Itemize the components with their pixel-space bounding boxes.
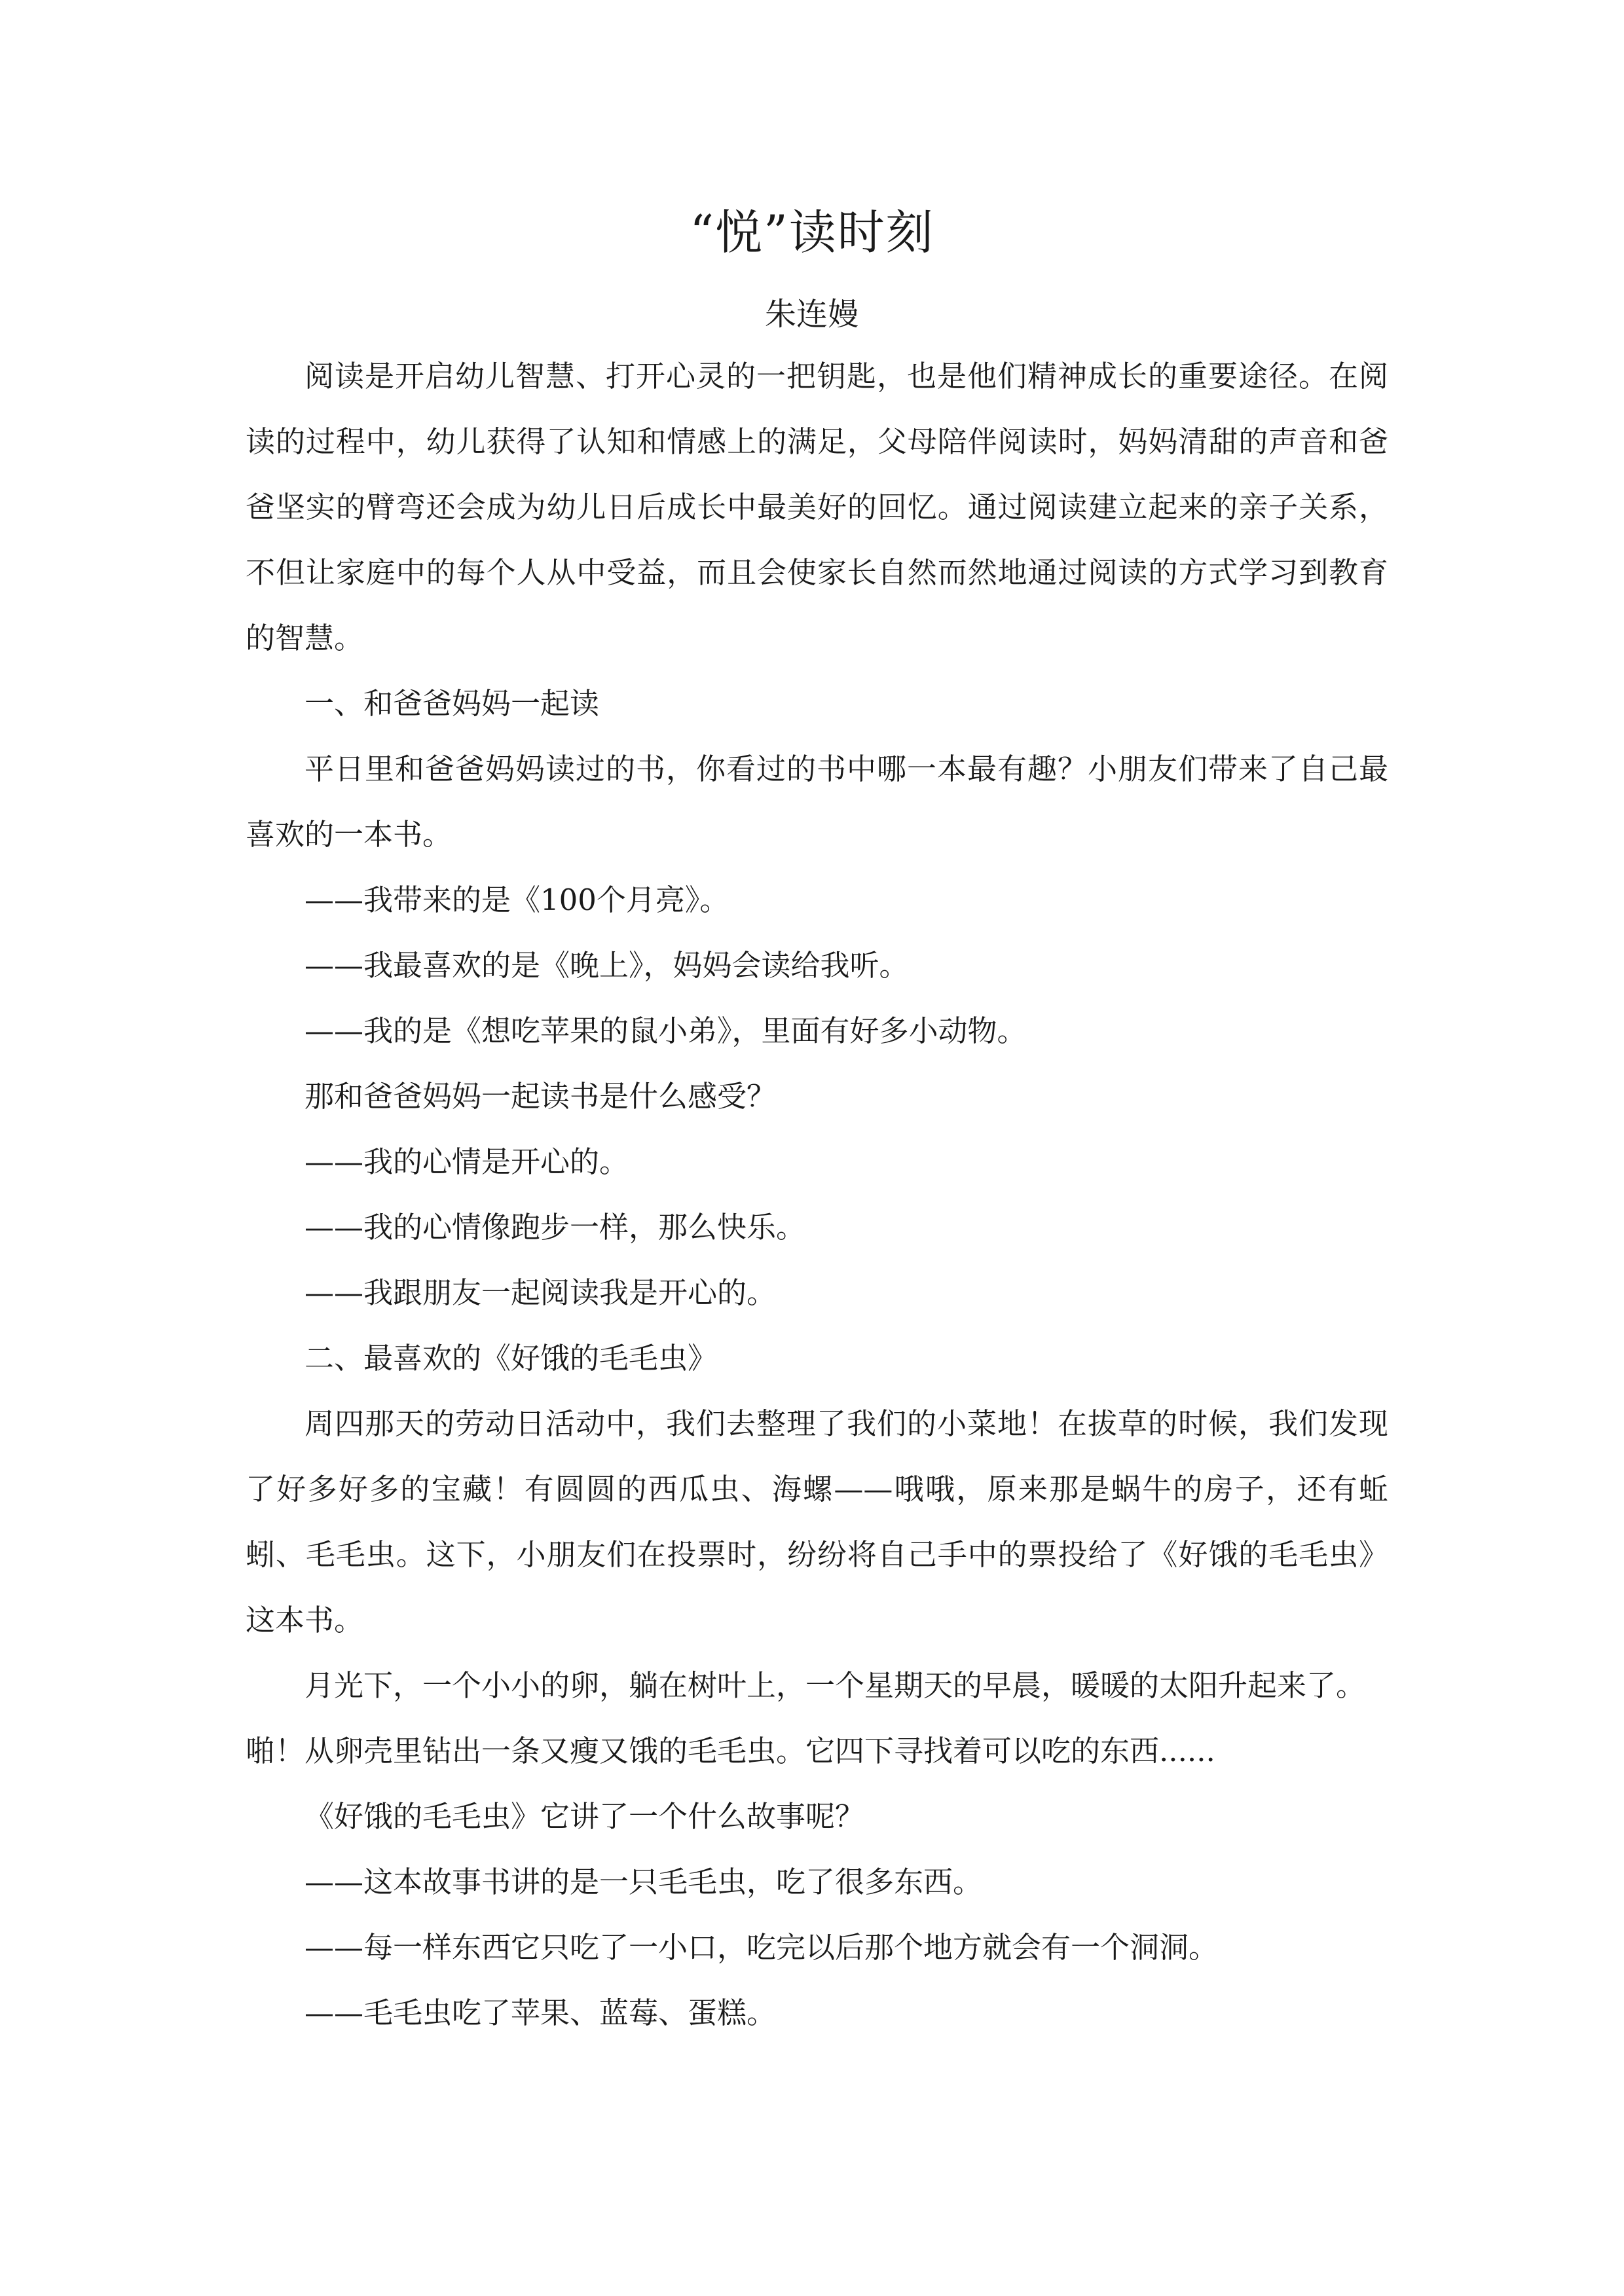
- dialogue-line: ——我跟朋友一起阅读我是开心的。: [304, 1275, 777, 1310]
- dialogue-line: ——我的心情像跑步一样，那么快乐。: [304, 1210, 806, 1245]
- dialogue-line: ——我带来的是《100个月亮》。: [304, 883, 729, 917]
- paragraph-intro: 阅读是开启幼儿智慧、打开心灵的一把钥匙，也是他们精神成长的重要途径。在阅读的过程中，幼儿获得了认知和情感上的满足，父母陪伴阅读时，妈妈清甜的声音和爸爸坚实的臂弯还会成为幼儿日后成长中最美好的回忆。通过阅读建立起来的亲子关系，不但让家庭中的每个人从中受益，而且会使家长自然而然地通过阅读的方式学习到教育的智慧。: [246, 359, 1388, 655]
- section-heading-1: 一、和爸爸妈妈一起读: [304, 686, 600, 721]
- paragraph: 平日里和爸爸妈妈读过的书，你看过的书中哪一本最有趣？小朋友们带来了自己最喜欢的一本书。: [246, 752, 1388, 852]
- paragraph: 那和爸爸妈妈一起读书是什么感受？: [304, 1079, 777, 1114]
- paragraph: 月光下，一个小小的卵，躺在树叶上，一个星期天的早晨，暖暖的太阳升起来了。啪！从卵壳里钻出一条又瘦又饿的毛毛虫。它四下寻找着可以吃的东西......: [246, 1668, 1366, 1768]
- paragraph: 《好饿的毛毛虫》它讲了一个什么故事呢？: [304, 1799, 865, 1834]
- dialogue-line: ——每一样东西它只吃了一小口，吃完以后那个地方就会有一个洞洞。: [304, 1930, 1219, 1965]
- dialogue-line: ——这本故事书讲的是一只毛毛虫，吃了很多东西。: [304, 1865, 983, 1899]
- section-heading-2: 二、最喜欢的《好饿的毛毛虫》: [304, 1341, 718, 1376]
- dialogue-line: ——我的心情是开心的。: [304, 1144, 629, 1179]
- dialogue-line: ——我的是《想吃苹果的鼠小弟》，里面有好多小动物。: [304, 1013, 1027, 1048]
- dialogue-line: ——毛毛虫吃了苹果、蓝莓、蛋糕。: [304, 1995, 777, 2030]
- document-body: [246, 344, 1388, 2046]
- dialogue-line: ——我最喜欢的是《晚上》，妈妈会读给我听。: [304, 948, 909, 983]
- document-title: “悦”读时刻: [690, 205, 934, 260]
- paragraph: 周四那天的劳动日活动中，我们去整理了我们的小菜地！在拔草的时候，我们发现了好多好多的宝藏！有圆圆的西瓜虫、海螺——哦哦，原来那是蜗牛的房子，还有蚯蚓、毛毛虫。这下，小朋友们在投票时，纷纷将自己手中的票投给了《好饿的毛毛虫》这本书。: [246, 1406, 1388, 1637]
- document-author: 朱连嫚: [764, 296, 859, 333]
